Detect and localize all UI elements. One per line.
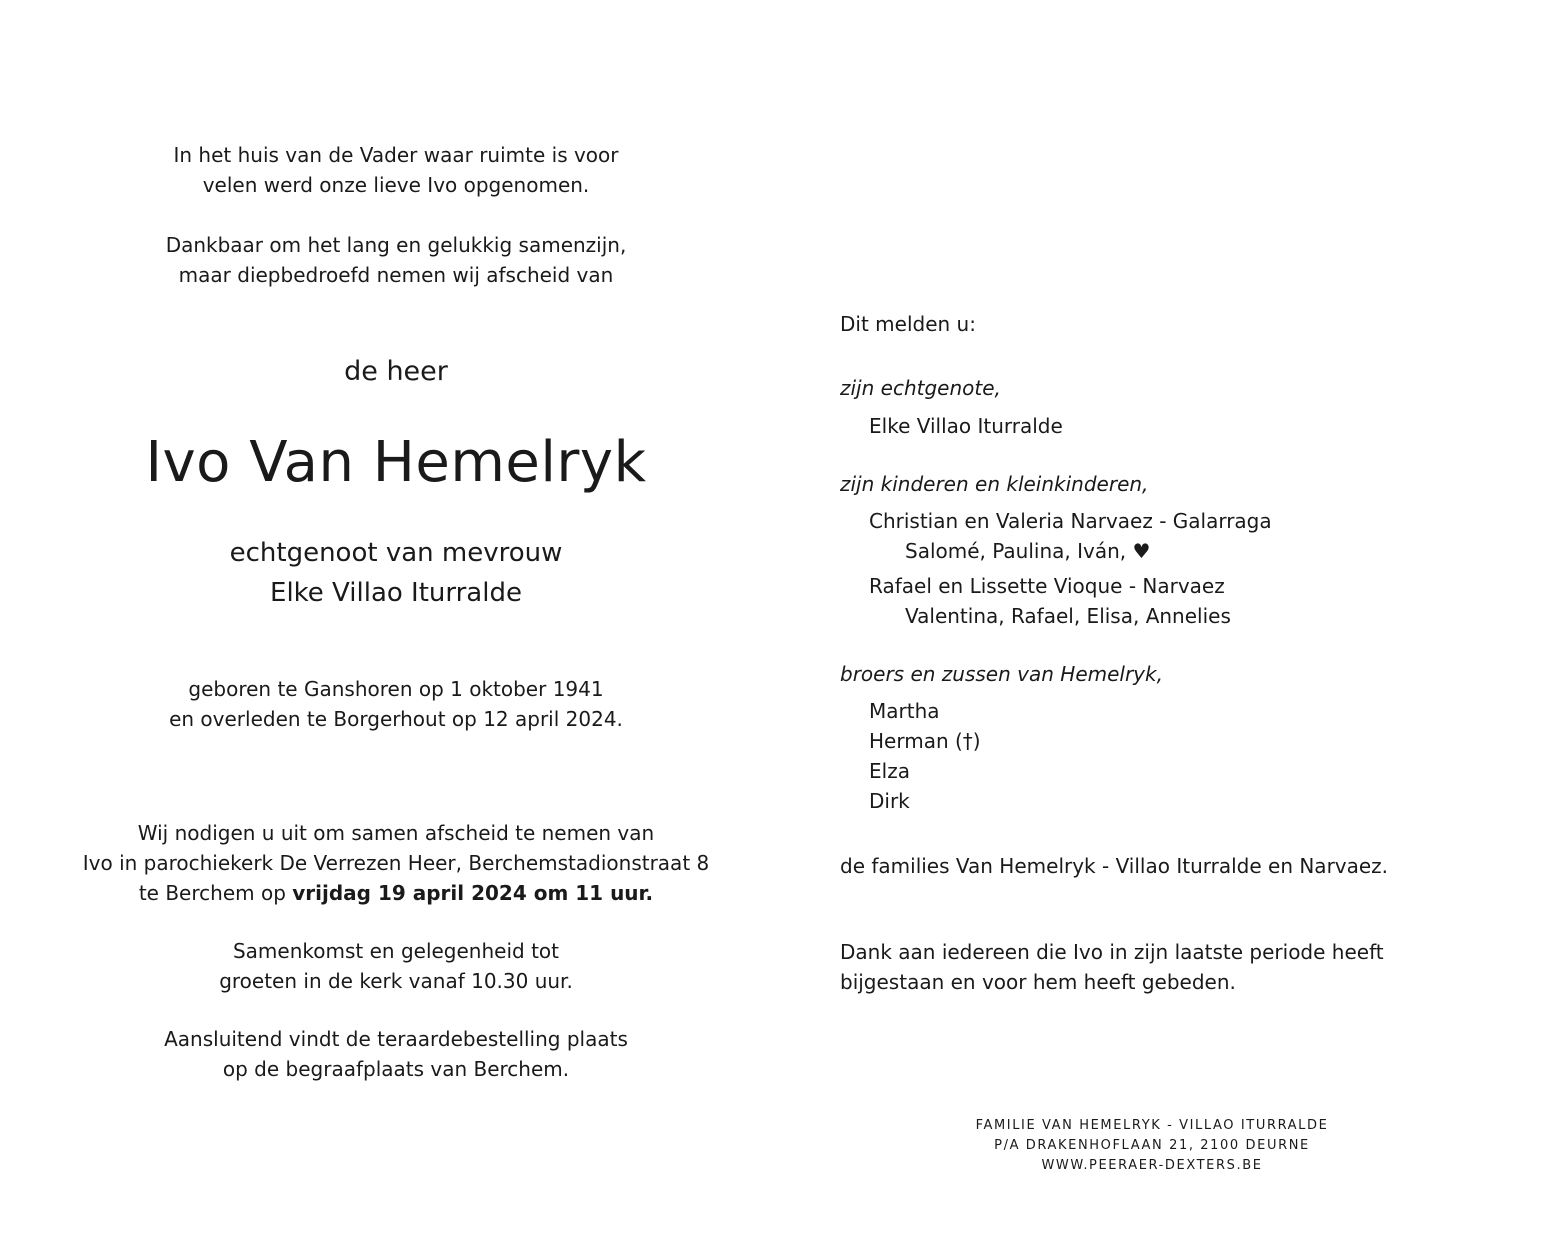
thanks-line: bijgestaan en voor hem heeft gebeden. [840,970,1236,994]
footer-address: P/A DRAKENHOFLAAN 21, 2100 DEURNE [994,1138,1310,1153]
sibling: Martha [869,699,940,723]
siblings-heading: broers en zussen van Hemelryk, [840,662,1163,686]
intro-line: In het huis van de Vader waar ruimte is voor [173,143,619,167]
gathering-line: Samenkomst en gelegenheid tot [232,939,559,963]
spouse-block [60,533,732,613]
invite-line: Ivo in parochiekerk De Verrezen Heer, Berchemstadionstraat 8 [82,851,710,875]
thanks-line: Dank aan iedereen die Ivo in zijn laatste periode heeft [840,940,1384,964]
spouse-name: Elke Villao Iturralde [270,578,522,608]
family-2: Rafael en Lissette Vioque - Narvaez [869,574,1225,598]
deceased-name: Ivo Van Hemelryk [145,430,647,495]
spouse-relation: echtgenoot van mevrouw [229,538,563,568]
intro-verse [60,140,732,200]
birth-line: geboren te Ganshoren op 1 oktober 1941 [188,677,604,701]
footer-family: FAMILIE VAN HEMELRYK - VILLAO ITURRALDE [975,1118,1329,1133]
siblings-list [840,696,1519,816]
gathering-line: groeten in de kerk vanaf 10.30 uur. [219,969,573,993]
burial-line: op de begraafplaats van Berchem. [222,1057,570,1081]
announce-label: Dit melden u: [840,312,976,336]
burial-info [60,1024,732,1084]
family-2-grandchildren: Valentina, Rafael, Elisa, Annelies [905,604,1231,628]
funeral-invitation [60,818,732,908]
wife-name: Elke Villao Iturralde [869,414,1063,438]
gathering-info [60,936,732,996]
sibling: Elza [869,759,910,783]
families-line: de families Van Hemelryk - Villao Iturralde en Narvaez. [840,854,1389,878]
footer-website[interactable]: WWW.PEERAER-DEXTERS.BE [1041,1158,1263,1173]
death-line: en overleden te Borgerhout op 12 april 2024. [169,707,623,731]
thanks-text [840,937,1490,997]
burial-line: Aansluitend vindt de teraardebestelling plaats [164,1027,628,1051]
invite-line: Wij nodigen u uit om samen afscheid te nemen van [137,821,655,845]
sibling: Herman (†) [869,729,981,753]
invite-line [60,878,732,908]
farewell-line: Dankbaar om het lang en gelukkig samenzijn, [165,233,627,257]
invite-datetime: vrijdag 19 april 2024 om 11 uur. [292,881,654,905]
sibling: Dirk [869,789,910,813]
contact-footer [922,1116,1382,1176]
farewell-line: maar diepbedroefd nemen wij afscheid van [178,263,614,287]
invite-prefix: te Berchem op [138,881,293,905]
intro-farewell [60,230,732,290]
family-1: Christian en Valeria Narvaez - Galarraga [869,509,1272,533]
honorific: de heer [344,356,448,387]
intro-line: velen werd onze lieve Ivo opgenomen. [202,173,590,197]
children-heading: zijn kinderen en kleinkinderen, [840,472,1149,496]
family-1-grandchildren: Salomé, Paulina, Iván, ♥ [905,539,1151,563]
life-dates [60,674,732,734]
wife-heading: zijn echtgenote, [840,376,1001,400]
